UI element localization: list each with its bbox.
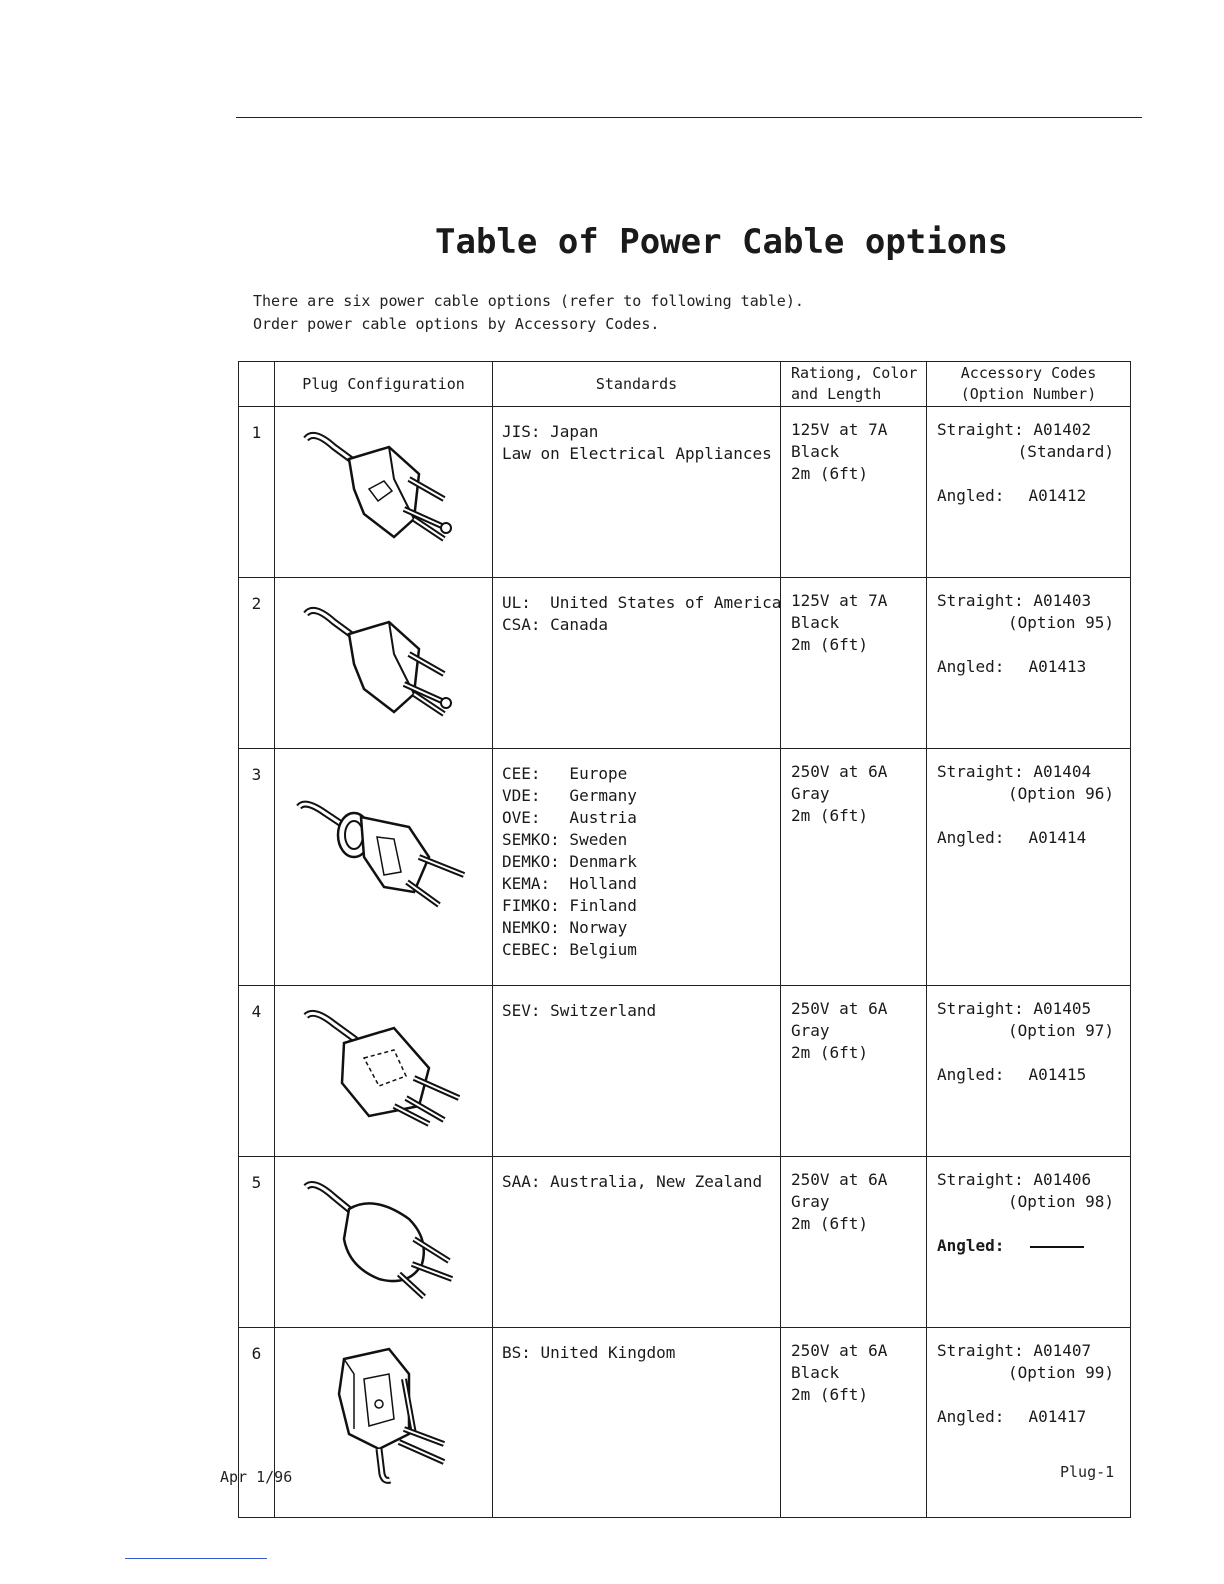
rating-cell [781, 578, 927, 749]
rating-line: 2m (6ft) [791, 1385, 869, 1404]
rating-line: 2m (6ft) [791, 1043, 869, 1062]
straight-code: A01404 [1033, 762, 1092, 781]
row-number: 6 [239, 1328, 275, 1518]
table-row [239, 1157, 1131, 1328]
rating-cell [781, 407, 927, 578]
page-title: Table of Power Cable options [435, 222, 1009, 262]
standards-cell [493, 1157, 781, 1328]
standard-line: BS: United Kingdom [502, 1343, 676, 1362]
standard-line: Law on Electrical Appliances [502, 444, 772, 463]
standard-line: UL: United States of America [502, 593, 782, 612]
intro-line: Order power cable options by Accessory Codes. [253, 315, 660, 333]
plug-cell [275, 986, 493, 1157]
standard-line: CEE: Europe [502, 764, 628, 783]
angled-label: Angled: [937, 1236, 1005, 1255]
angled-label: Angled: [937, 657, 1005, 676]
schuko-plug-icon [289, 777, 479, 917]
angled-label: Angled: [937, 1407, 1005, 1426]
rating-line: 125V at 7A [791, 591, 888, 610]
rating-cell [781, 1157, 927, 1328]
rating-line: 125V at 7A [791, 420, 888, 439]
header-rating-line: Rationg, Color [791, 364, 918, 382]
angled-code: A01415 [1028, 1065, 1087, 1084]
plug-cell [275, 1328, 493, 1518]
option-number: (Option 97) [1008, 1021, 1114, 1040]
rating-line: 250V at 6A [791, 1341, 888, 1360]
standards-cell [493, 578, 781, 749]
plug-cell [275, 749, 493, 986]
top-rule [236, 117, 1142, 118]
straight-label: Straight: [937, 591, 1024, 610]
row-number: 4 [239, 986, 275, 1157]
straight-label: Straight: [937, 1170, 1024, 1189]
uk-plug-icon [294, 1334, 474, 1484]
australian-plug-icon [294, 1169, 474, 1299]
rating-line: Black [791, 1363, 840, 1382]
table-row [239, 749, 1131, 986]
codes-cell [927, 578, 1131, 749]
swiss-plug-icon [294, 998, 474, 1128]
rating-line: 2m (6ft) [791, 806, 869, 825]
intro-line: There are six power cable options (refer to following table). [253, 292, 804, 310]
codes-cell [927, 986, 1131, 1157]
option-number: (Option 96) [1008, 784, 1114, 803]
straight-label: Straight: [937, 762, 1024, 781]
angled-code: A01413 [1028, 657, 1087, 676]
rating-line: 250V at 6A [791, 999, 888, 1018]
angled-label: Angled: [937, 486, 1005, 505]
codes-cell [927, 749, 1131, 986]
standards-cell [493, 986, 781, 1157]
straight-code: A01406 [1033, 1170, 1092, 1189]
codes-cell [927, 407, 1131, 578]
angled-code: A01412 [1028, 486, 1087, 505]
standard-line: DEMKO: Denmark [502, 852, 637, 871]
option-number: (Option 95) [1008, 613, 1114, 632]
codes-cell [927, 1157, 1131, 1328]
plug-cell [275, 1157, 493, 1328]
standard-line: FIMKO: Finland [502, 896, 637, 915]
standard-line: NEMKO: Norway [502, 918, 628, 937]
rating-line: Gray [791, 1192, 830, 1211]
plug-cell [275, 578, 493, 749]
straight-code: A01407 [1033, 1341, 1092, 1360]
header-codes-line: Accessory Codes [960, 364, 1097, 382]
rating-line: Gray [791, 1021, 830, 1040]
straight-label: Straight: [937, 999, 1024, 1018]
power-cable-table [238, 361, 1131, 1518]
rating-cell [781, 1328, 927, 1518]
rating-line: 2m (6ft) [791, 1214, 869, 1233]
angled-code: A01414 [1028, 828, 1087, 847]
rating-line: 250V at 6A [791, 1170, 888, 1189]
header-num [239, 362, 275, 407]
standards-cell [493, 407, 781, 578]
straight-code: A01405 [1033, 999, 1092, 1018]
straight-label: Straight: [937, 420, 1024, 439]
intro-text [253, 290, 804, 336]
standards-cell [493, 1328, 781, 1518]
header-rating-line: and Length [791, 385, 882, 403]
header-rating [781, 362, 927, 407]
plug-cell [275, 407, 493, 578]
rating-line: 2m (6ft) [791, 464, 869, 483]
standard-line: VDE: Germany [502, 786, 637, 805]
standard-line: SEMKO: Sweden [502, 830, 628, 849]
table-row [239, 1328, 1131, 1518]
standard-line: CSA: Canada [502, 615, 608, 634]
straight-code: A01403 [1033, 591, 1092, 610]
row-number: 3 [239, 749, 275, 986]
bottom-underline [125, 1558, 267, 1559]
angled-label: Angled: [937, 1065, 1005, 1084]
codes-cell [927, 1328, 1131, 1518]
standard-line: OVE: Austria [502, 808, 637, 827]
rating-line: Gray [791, 784, 830, 803]
rating-line: Black [791, 613, 840, 632]
straight-code: A01402 [1033, 420, 1092, 439]
row-number: 1 [239, 407, 275, 578]
footer-date: Apr 1/96 [220, 1468, 293, 1486]
option-number: (Option 99) [1008, 1363, 1114, 1382]
rating-line: Black [791, 442, 840, 461]
table-row [239, 986, 1131, 1157]
angled-label: Angled: [937, 828, 1005, 847]
standard-line: JIS: Japan [502, 422, 599, 441]
standards-cell [493, 749, 781, 986]
standard-line: SAA: Australia, New Zealand [502, 1172, 763, 1191]
us-3-prong-plug-icon [294, 419, 474, 549]
straight-label: Straight: [937, 1341, 1024, 1360]
header-standards: Standards [493, 362, 781, 407]
standard-line: SEV: Switzerland [502, 1001, 657, 1020]
row-number: 5 [239, 1157, 275, 1328]
us-3-prong-plug-icon [294, 590, 474, 720]
header-plug-configuration: Plug Configuration [275, 362, 493, 407]
header-accessory-codes [927, 362, 1131, 407]
standard-line: KEMA: Holland [502, 874, 637, 893]
standard-line: CEBEC: Belgium [502, 940, 637, 959]
option-number: (Option 98) [1008, 1192, 1114, 1211]
rating-line: 250V at 6A [791, 762, 888, 781]
rating-cell [781, 749, 927, 986]
option-number: (Standard) [1017, 442, 1114, 461]
row-number: 2 [239, 578, 275, 749]
table-header-row [239, 362, 1131, 407]
footer-page-number: Plug-1 [1060, 1463, 1115, 1481]
table-row [239, 578, 1131, 749]
table-row [239, 407, 1131, 578]
angled-code: A01417 [1028, 1407, 1087, 1426]
header-codes-line: (Option Number) [960, 385, 1097, 403]
not-available-dash [1030, 1246, 1084, 1248]
rating-cell [781, 986, 927, 1157]
rating-line: 2m (6ft) [791, 635, 869, 654]
